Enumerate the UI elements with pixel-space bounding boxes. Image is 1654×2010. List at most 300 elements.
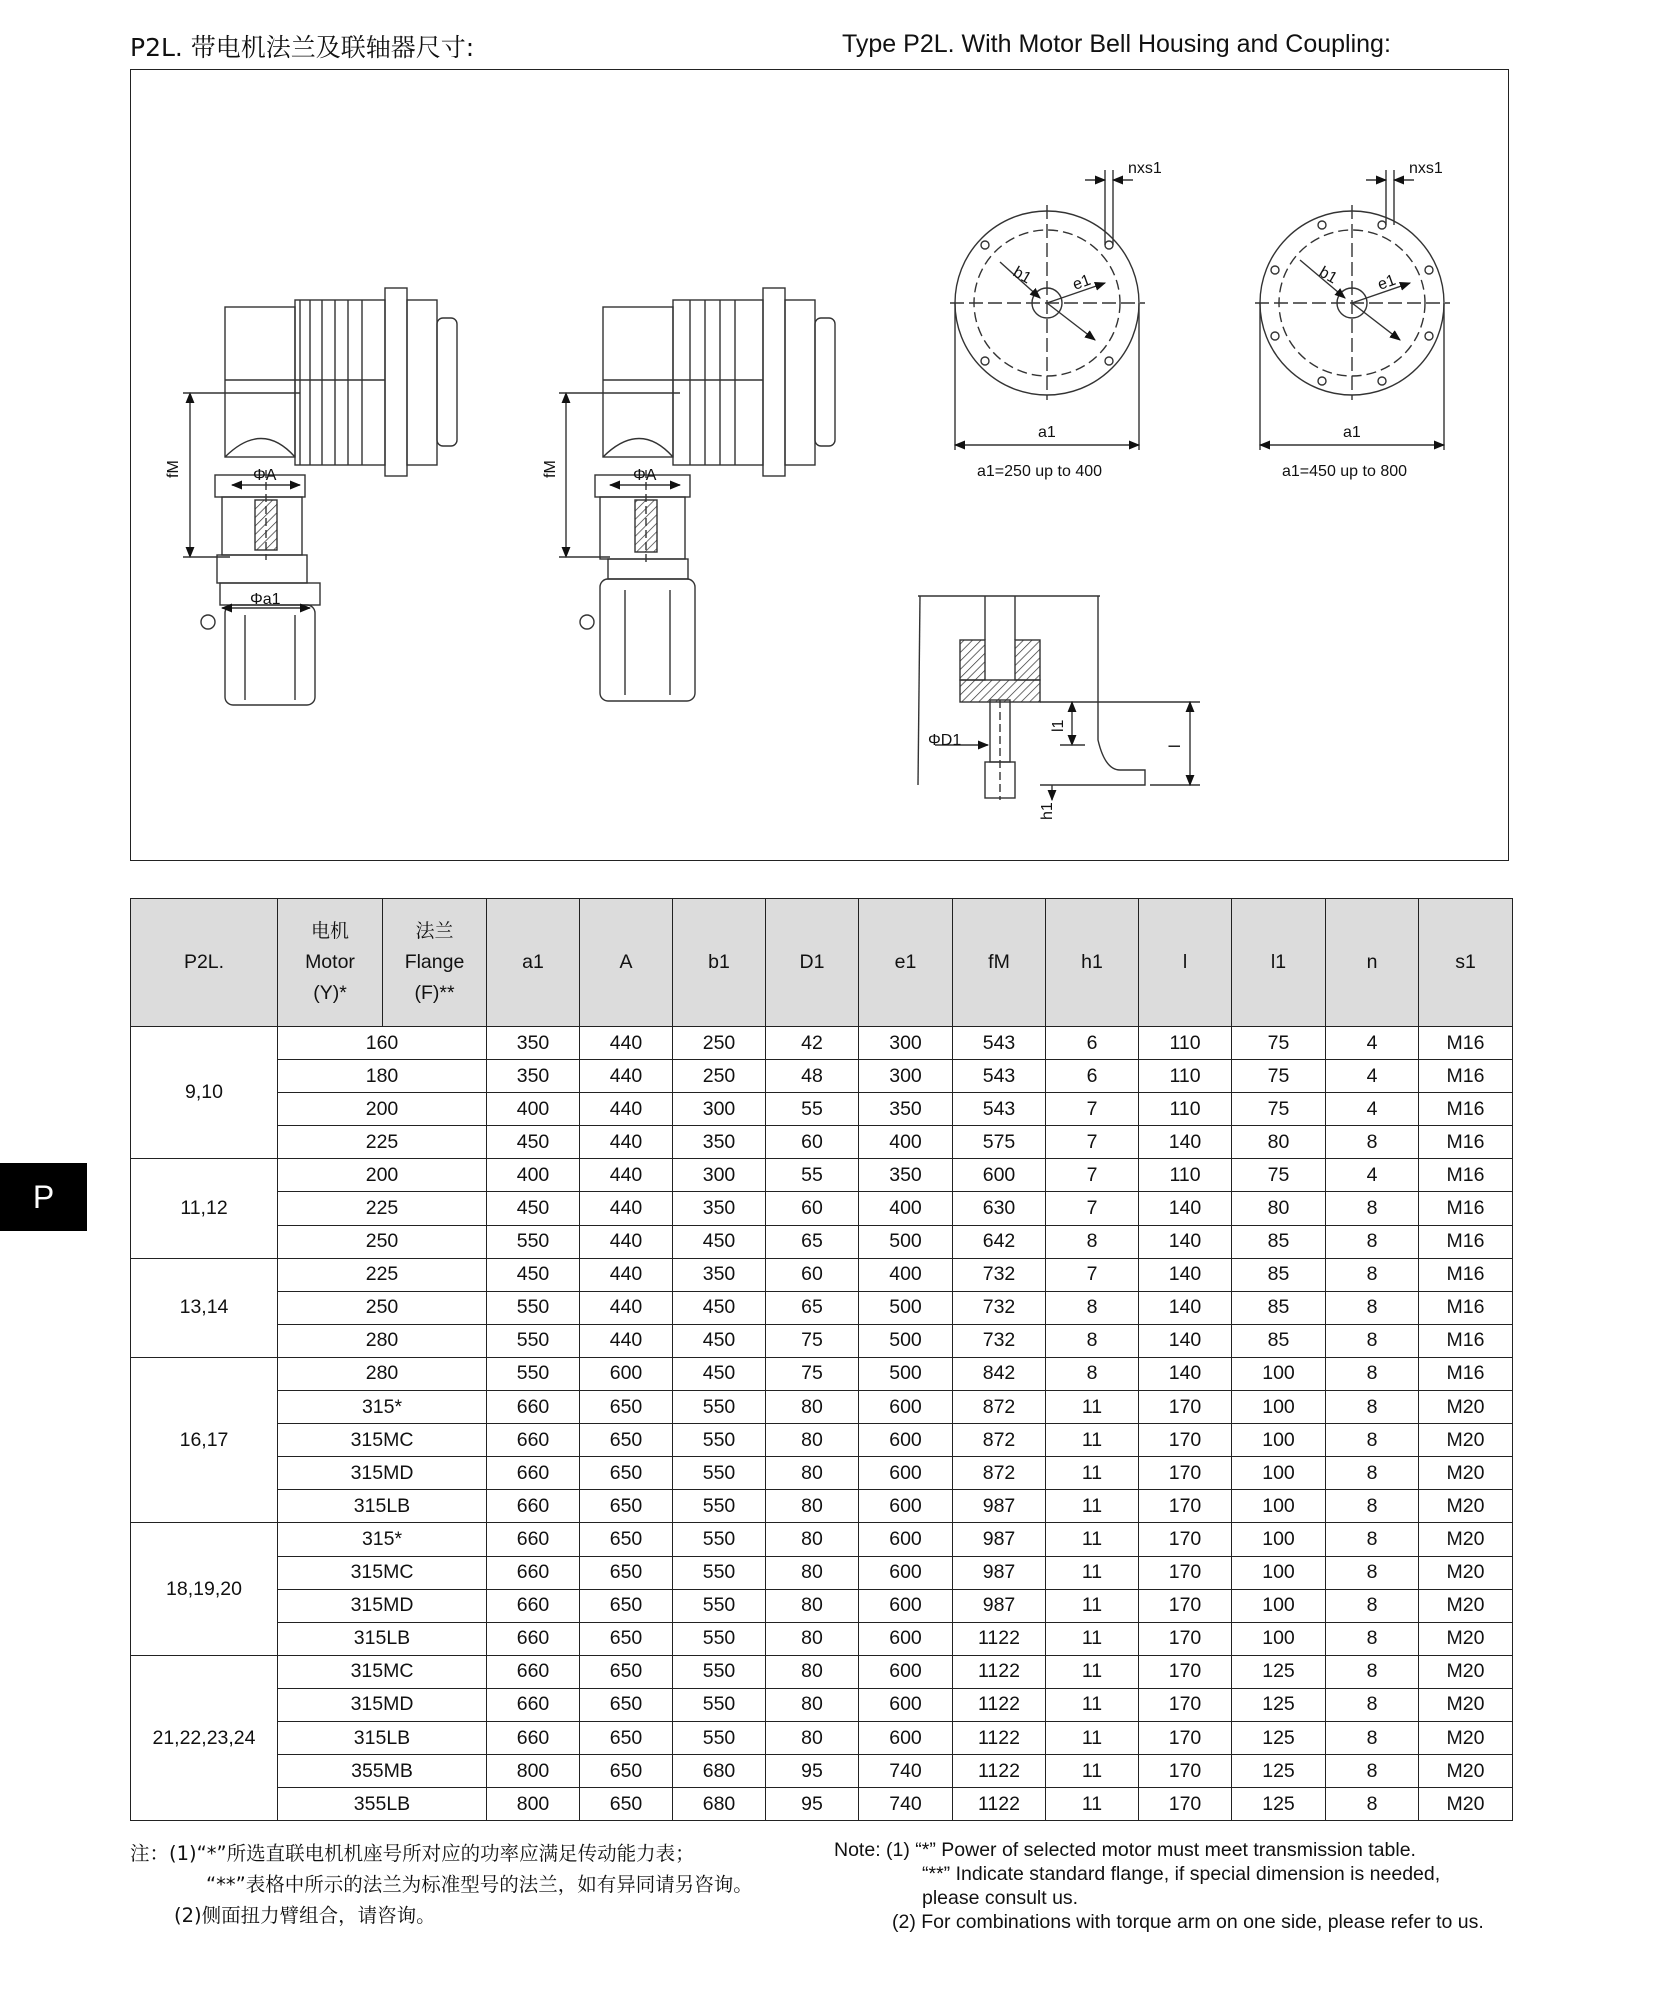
table-cell: M16 <box>1419 1192 1513 1225</box>
table-cell: 85 <box>1232 1291 1326 1324</box>
model-group-cell: 11,12 <box>131 1159 278 1258</box>
table-cell: 550 <box>673 1721 766 1754</box>
table-cell: 660 <box>487 1688 580 1721</box>
table-cell: 500 <box>859 1291 953 1324</box>
table-cell: M20 <box>1419 1788 1513 1821</box>
header-s1: s1 <box>1419 899 1513 1027</box>
motor-flange-cell: 315MC <box>278 1556 487 1589</box>
table-cell: 11 <box>1046 1721 1139 1754</box>
table-cell: 550 <box>673 1457 766 1490</box>
table-cell: 75 <box>1232 1027 1326 1060</box>
table-cell: M20 <box>1419 1655 1513 1688</box>
table-cell: 740 <box>859 1755 953 1788</box>
table-cell: 100 <box>1232 1556 1326 1589</box>
table-cell: 110 <box>1139 1159 1232 1192</box>
table-cell: 95 <box>766 1788 859 1821</box>
table-cell: 1122 <box>953 1788 1046 1821</box>
table-cell: 440 <box>580 1093 673 1126</box>
motor-flange-cell: 315MD <box>278 1589 487 1622</box>
table-cell: 110 <box>1139 1060 1232 1093</box>
motor-flange-cell: 200 <box>278 1093 487 1126</box>
gearbox-view-2 <box>580 288 835 701</box>
header-motor-cn: 电机 <box>310 920 349 942</box>
table-cell: 650 <box>580 1490 673 1523</box>
label-phi-a-1: ΦA <box>253 467 277 484</box>
motor-flange-cell: 160 <box>278 1027 487 1060</box>
table-cell: 440 <box>580 1126 673 1159</box>
gearbox-view-1 <box>201 288 457 705</box>
table-row <box>131 1589 1513 1622</box>
table-cell: M20 <box>1419 1556 1513 1589</box>
label-a1-large: a1 <box>1343 424 1361 441</box>
table-cell: 450 <box>673 1357 766 1390</box>
table-cell: 660 <box>487 1622 580 1655</box>
motor-flange-cell: 315LB <box>278 1622 487 1655</box>
table-cell: 11 <box>1046 1589 1139 1622</box>
motor-flange-cell: 250 <box>278 1291 487 1324</box>
table-cell: 7 <box>1046 1159 1139 1192</box>
table-cell: 350 <box>859 1159 953 1192</box>
table-cell: M16 <box>1419 1357 1513 1390</box>
note-en-3: please consult us. <box>922 1887 1079 1909</box>
label-e1-large: e1 <box>1375 271 1399 294</box>
table-cell: 660 <box>487 1457 580 1490</box>
header-motor-en: Motor <box>305 951 355 973</box>
label-phi-d1: ΦD1 <box>928 732 962 749</box>
label-e1-small: e1 <box>1070 271 1094 294</box>
table-cell: 550 <box>673 1688 766 1721</box>
motor-flange-cell: 250 <box>278 1225 487 1258</box>
table-cell: 75 <box>766 1357 859 1390</box>
table-cell: 600 <box>859 1721 953 1754</box>
table-cell: 11 <box>1046 1622 1139 1655</box>
table-cell: M20 <box>1419 1755 1513 1788</box>
table-cell: 170 <box>1139 1457 1232 1490</box>
label-h1: h1 <box>1039 802 1056 820</box>
table-cell: 140 <box>1139 1192 1232 1225</box>
header-a1: a1 <box>487 899 580 1027</box>
notes-english <box>834 1838 1484 1934</box>
table-cell: 100 <box>1232 1357 1326 1390</box>
model-group-cell: 18,19,20 <box>131 1523 278 1655</box>
table-row <box>131 1391 1513 1424</box>
table-cell: M20 <box>1419 1721 1513 1754</box>
table-cell: 80 <box>766 1655 859 1688</box>
table-cell: 11 <box>1046 1424 1139 1457</box>
table-cell: 55 <box>766 1093 859 1126</box>
table-cell: 732 <box>953 1258 1046 1291</box>
table-cell: 250 <box>673 1060 766 1093</box>
table-cell: 350 <box>859 1093 953 1126</box>
table-cell: 650 <box>580 1688 673 1721</box>
table-row <box>131 1556 1513 1589</box>
table-cell: 450 <box>673 1291 766 1324</box>
table-row <box>131 1688 1513 1721</box>
table-cell: M20 <box>1419 1457 1513 1490</box>
table-cell: 8 <box>1326 1490 1419 1523</box>
table-cell: 450 <box>673 1324 766 1357</box>
motor-flange-cell: 225 <box>278 1258 487 1291</box>
table-cell: 140 <box>1139 1357 1232 1390</box>
motor-flange-cell: 315LB <box>278 1721 487 1754</box>
table-cell: M16 <box>1419 1258 1513 1291</box>
table-cell: 400 <box>859 1258 953 1291</box>
table-row <box>131 1721 1513 1754</box>
table-cell: 350 <box>487 1027 580 1060</box>
header-flange-cn: 法兰 <box>415 920 454 942</box>
table-row <box>131 1357 1513 1390</box>
model-group-cell: 9,10 <box>131 1027 278 1159</box>
table-cell: 4 <box>1326 1159 1419 1192</box>
motor-flange-cell: 315* <box>278 1523 487 1556</box>
table-cell: 575 <box>953 1126 1046 1159</box>
table-cell: 543 <box>953 1027 1046 1060</box>
table-cell: 600 <box>580 1357 673 1390</box>
table-cell: 550 <box>673 1523 766 1556</box>
table-cell: 8 <box>1326 1258 1419 1291</box>
table-cell: 550 <box>487 1225 580 1258</box>
table-cell: 110 <box>1139 1027 1232 1060</box>
header-l1: l1 <box>1232 899 1326 1027</box>
table-row <box>131 1622 1513 1655</box>
table-cell: 987 <box>953 1556 1046 1589</box>
table-cell: 300 <box>673 1159 766 1192</box>
table-cell: 100 <box>1232 1424 1326 1457</box>
motor-flange-cell: 315* <box>278 1391 487 1424</box>
table-cell: 630 <box>953 1192 1046 1225</box>
table-cell: 80 <box>766 1391 859 1424</box>
table-cell: M20 <box>1419 1688 1513 1721</box>
table-cell: 7 <box>1046 1258 1139 1291</box>
table-cell: 8 <box>1046 1357 1139 1390</box>
coupling-detail-view <box>918 596 1200 800</box>
table-row <box>131 1788 1513 1821</box>
table-cell: M16 <box>1419 1324 1513 1357</box>
table-cell: 660 <box>487 1523 580 1556</box>
label-b1-large: b1 <box>1316 263 1340 288</box>
table-cell: 170 <box>1139 1688 1232 1721</box>
flange-view-large <box>1255 170 1450 450</box>
table-cell: 100 <box>1232 1523 1326 1556</box>
table-cell: 600 <box>859 1655 953 1688</box>
table-cell: 500 <box>859 1225 953 1258</box>
table-cell: M20 <box>1419 1589 1513 1622</box>
table-cell: 650 <box>580 1457 673 1490</box>
table-cell: 660 <box>487 1556 580 1589</box>
table-row <box>131 1490 1513 1523</box>
table-cell: 4 <box>1326 1060 1419 1093</box>
dimension-table <box>130 898 1513 1821</box>
table-cell: 660 <box>487 1589 580 1622</box>
table-cell: 350 <box>673 1192 766 1225</box>
table-cell: 660 <box>487 1424 580 1457</box>
table-cell: M20 <box>1419 1622 1513 1655</box>
table-cell: 170 <box>1139 1556 1232 1589</box>
table-cell: 872 <box>953 1424 1046 1457</box>
header-A: A <box>580 899 673 1027</box>
table-cell: 125 <box>1232 1655 1326 1688</box>
table-cell: 8 <box>1326 1192 1419 1225</box>
table-cell: 600 <box>859 1391 953 1424</box>
table-cell: 11 <box>1046 1688 1139 1721</box>
table-cell: 642 <box>953 1225 1046 1258</box>
table-cell: M20 <box>1419 1391 1513 1424</box>
note-en-4: (2) For combinations with torque arm on one side, please refer to us. <box>892 1911 1484 1933</box>
table-cell: 42 <box>766 1027 859 1060</box>
table-cell: 170 <box>1139 1490 1232 1523</box>
label-l: l <box>1167 744 1184 748</box>
motor-flange-cell: 315MC <box>278 1424 487 1457</box>
table-cell: 55 <box>766 1159 859 1192</box>
table-cell: 740 <box>859 1788 953 1821</box>
table-cell: 8 <box>1326 1523 1419 1556</box>
table-cell: 8 <box>1326 1357 1419 1390</box>
table-cell: 550 <box>673 1391 766 1424</box>
table-cell: 170 <box>1139 1391 1232 1424</box>
model-group-cell: 13,14 <box>131 1258 278 1357</box>
table-cell: 350 <box>487 1060 580 1093</box>
table-cell: 11 <box>1046 1391 1139 1424</box>
table-body <box>131 1027 1513 1821</box>
table-cell: 7 <box>1046 1126 1139 1159</box>
table-cell: 140 <box>1139 1324 1232 1357</box>
note-cn-3: (2)侧面扭力臂组合，请咨询。 <box>174 1904 436 1927</box>
table-cell: 60 <box>766 1192 859 1225</box>
table-cell: 80 <box>766 1523 859 1556</box>
table-cell: 600 <box>859 1688 953 1721</box>
table-cell: 7 <box>1046 1093 1139 1126</box>
table-cell: 550 <box>673 1622 766 1655</box>
table-cell: 125 <box>1232 1755 1326 1788</box>
table-cell: 450 <box>487 1192 580 1225</box>
table-cell: 600 <box>859 1457 953 1490</box>
table-cell: 75 <box>1232 1093 1326 1126</box>
table-cell: 400 <box>859 1126 953 1159</box>
table-cell: 170 <box>1139 1589 1232 1622</box>
table-cell: 300 <box>859 1027 953 1060</box>
table-cell: 80 <box>1232 1192 1326 1225</box>
table-cell: 550 <box>487 1324 580 1357</box>
table-row <box>131 1324 1513 1357</box>
table-cell: 60 <box>766 1258 859 1291</box>
motor-flange-cell: 355LB <box>278 1788 487 1821</box>
table-cell: 732 <box>953 1291 1046 1324</box>
label-phi-a-2: ΦA <box>633 467 657 484</box>
table-cell: 872 <box>953 1391 1046 1424</box>
table-cell: M16 <box>1419 1291 1513 1324</box>
header-flange <box>383 899 487 1027</box>
table-cell: 11 <box>1046 1755 1139 1788</box>
table-cell: 75 <box>1232 1060 1326 1093</box>
technical-drawing <box>0 0 1654 880</box>
table-cell: 650 <box>580 1788 673 1821</box>
table-cell: 600 <box>859 1424 953 1457</box>
header-h1: h1 <box>1046 899 1139 1027</box>
header-fM: fM <box>953 899 1046 1027</box>
table-cell: 4 <box>1326 1093 1419 1126</box>
table-cell: 170 <box>1139 1523 1232 1556</box>
table-cell: 440 <box>580 1225 673 1258</box>
table-cell: 80 <box>766 1490 859 1523</box>
table-cell: 100 <box>1232 1457 1326 1490</box>
table-cell: 65 <box>766 1225 859 1258</box>
table-cell: 440 <box>580 1324 673 1357</box>
table-cell: 125 <box>1232 1788 1326 1821</box>
table-cell: 8 <box>1326 1622 1419 1655</box>
table-cell: 85 <box>1232 1324 1326 1357</box>
table-cell: 450 <box>487 1126 580 1159</box>
table-cell: 600 <box>859 1556 953 1589</box>
note-en-1: Note: (1) “*” Power of selected motor must meet transmission table. <box>834 1839 1416 1861</box>
table-row <box>131 1093 1513 1126</box>
table-cell: 500 <box>859 1324 953 1357</box>
table-cell: 110 <box>1139 1093 1232 1126</box>
table-cell: 650 <box>580 1622 673 1655</box>
table-row <box>131 1126 1513 1159</box>
table-cell: 800 <box>487 1788 580 1821</box>
table-row <box>131 1192 1513 1225</box>
motor-flange-cell: 225 <box>278 1126 487 1159</box>
model-group-cell: 16,17 <box>131 1357 278 1522</box>
table-cell: 987 <box>953 1523 1046 1556</box>
table-cell: 550 <box>673 1655 766 1688</box>
table-cell: 440 <box>580 1192 673 1225</box>
page-title-cn: P2L. 带电机法兰及联轴器尺寸: <box>130 33 475 62</box>
table-cell: 11 <box>1046 1655 1139 1688</box>
table-cell: 987 <box>953 1490 1046 1523</box>
table-cell: 8 <box>1326 1126 1419 1159</box>
model-group-cell: 21,22,23,24 <box>131 1655 278 1820</box>
table-cell: M16 <box>1419 1027 1513 1060</box>
table-cell: 1122 <box>953 1688 1046 1721</box>
table-cell: 170 <box>1139 1622 1232 1655</box>
table-cell: 80 <box>766 1424 859 1457</box>
table-cell: 80 <box>766 1721 859 1754</box>
table-cell: 8 <box>1326 1721 1419 1754</box>
label-fm-2: fM <box>542 460 559 478</box>
table-cell: 440 <box>580 1291 673 1324</box>
table-cell: 75 <box>766 1324 859 1357</box>
table-cell: 400 <box>487 1159 580 1192</box>
table-cell: M16 <box>1419 1060 1513 1093</box>
motor-flange-cell: 315MC <box>278 1655 487 1688</box>
table-row <box>131 1457 1513 1490</box>
table-cell: 8 <box>1326 1688 1419 1721</box>
table-cell: 60 <box>766 1126 859 1159</box>
table-cell: 140 <box>1139 1258 1232 1291</box>
table-cell: 300 <box>859 1060 953 1093</box>
table-cell: 65 <box>766 1291 859 1324</box>
header-flange-code: (F)** <box>414 982 455 1004</box>
table-row <box>131 1523 1513 1556</box>
table-cell: 550 <box>487 1291 580 1324</box>
header-p2l: P2L. <box>131 899 278 1027</box>
table-row <box>131 1655 1513 1688</box>
table-cell: 170 <box>1139 1755 1232 1788</box>
table-cell: 6 <box>1046 1060 1139 1093</box>
table-cell: 650 <box>580 1755 673 1788</box>
table-cell: 680 <box>673 1788 766 1821</box>
table-cell: 1122 <box>953 1755 1046 1788</box>
table-row <box>131 1027 1513 1060</box>
motor-flange-cell: 280 <box>278 1324 487 1357</box>
table-cell: 170 <box>1139 1788 1232 1821</box>
table-cell: 842 <box>953 1357 1046 1390</box>
table-cell: 7 <box>1046 1192 1139 1225</box>
table-cell: 8 <box>1046 1225 1139 1258</box>
table-cell: 170 <box>1139 1655 1232 1688</box>
table-cell: 550 <box>673 1424 766 1457</box>
flange-view-small <box>950 170 1145 450</box>
table-cell: 650 <box>580 1556 673 1589</box>
table-cell: 80 <box>766 1589 859 1622</box>
table-cell: 600 <box>859 1490 953 1523</box>
table-cell: 4 <box>1326 1027 1419 1060</box>
table-cell: 8 <box>1326 1424 1419 1457</box>
motor-flange-cell: 315MD <box>278 1457 487 1490</box>
label-fm-1: fM <box>165 460 182 478</box>
table-cell: 95 <box>766 1755 859 1788</box>
table-cell: 85 <box>1232 1258 1326 1291</box>
table-cell: M20 <box>1419 1424 1513 1457</box>
note-cn-1: 注：(1)“*”所选直联电机机座号所对应的功率应满足传动能力表； <box>130 1842 695 1865</box>
table-cell: 350 <box>673 1258 766 1291</box>
table-cell: 80 <box>766 1688 859 1721</box>
table-cell: 680 <box>673 1755 766 1788</box>
table-cell: 250 <box>673 1027 766 1060</box>
table-cell: 8 <box>1326 1788 1419 1821</box>
caption-large-flange: a1=450 up to 800 <box>1282 463 1408 480</box>
table-cell: 100 <box>1232 1490 1326 1523</box>
table-cell: 140 <box>1139 1126 1232 1159</box>
table-cell: 400 <box>487 1093 580 1126</box>
table-row <box>131 1060 1513 1093</box>
table-cell: M20 <box>1419 1523 1513 1556</box>
table-cell: 1122 <box>953 1622 1046 1655</box>
table-cell: 543 <box>953 1093 1046 1126</box>
table-cell: 11 <box>1046 1788 1139 1821</box>
note-en-2: “**” Indicate standard flange, if special dimension is needed, <box>922 1863 1441 1885</box>
table-cell: 170 <box>1139 1424 1232 1457</box>
table-row <box>131 1755 1513 1788</box>
table-cell: 440 <box>580 1027 673 1060</box>
table-cell: 872 <box>953 1457 1046 1490</box>
header-D1: D1 <box>766 899 859 1027</box>
table-cell: 440 <box>580 1060 673 1093</box>
header-n: n <box>1326 899 1419 1027</box>
table-header-row <box>131 899 1513 1027</box>
table-cell: M16 <box>1419 1225 1513 1258</box>
table-cell: 350 <box>673 1126 766 1159</box>
table-cell: 987 <box>953 1589 1046 1622</box>
table-cell: 650 <box>580 1721 673 1754</box>
table-cell: 600 <box>859 1589 953 1622</box>
table-cell: 8 <box>1326 1655 1419 1688</box>
table-cell: 732 <box>953 1324 1046 1357</box>
table-cell: 8 <box>1326 1225 1419 1258</box>
table-cell: 300 <box>673 1093 766 1126</box>
table-cell: 125 <box>1232 1688 1326 1721</box>
table-cell: 500 <box>859 1357 953 1390</box>
header-b1: b1 <box>673 899 766 1027</box>
table-cell: 450 <box>673 1225 766 1258</box>
header-motor <box>278 899 383 1027</box>
table-cell: 650 <box>580 1523 673 1556</box>
label-nxs1-small: nxs1 <box>1128 160 1162 177</box>
table-cell: 543 <box>953 1060 1046 1093</box>
header-flange-en: Flange <box>404 951 465 973</box>
table-cell: 600 <box>859 1622 953 1655</box>
